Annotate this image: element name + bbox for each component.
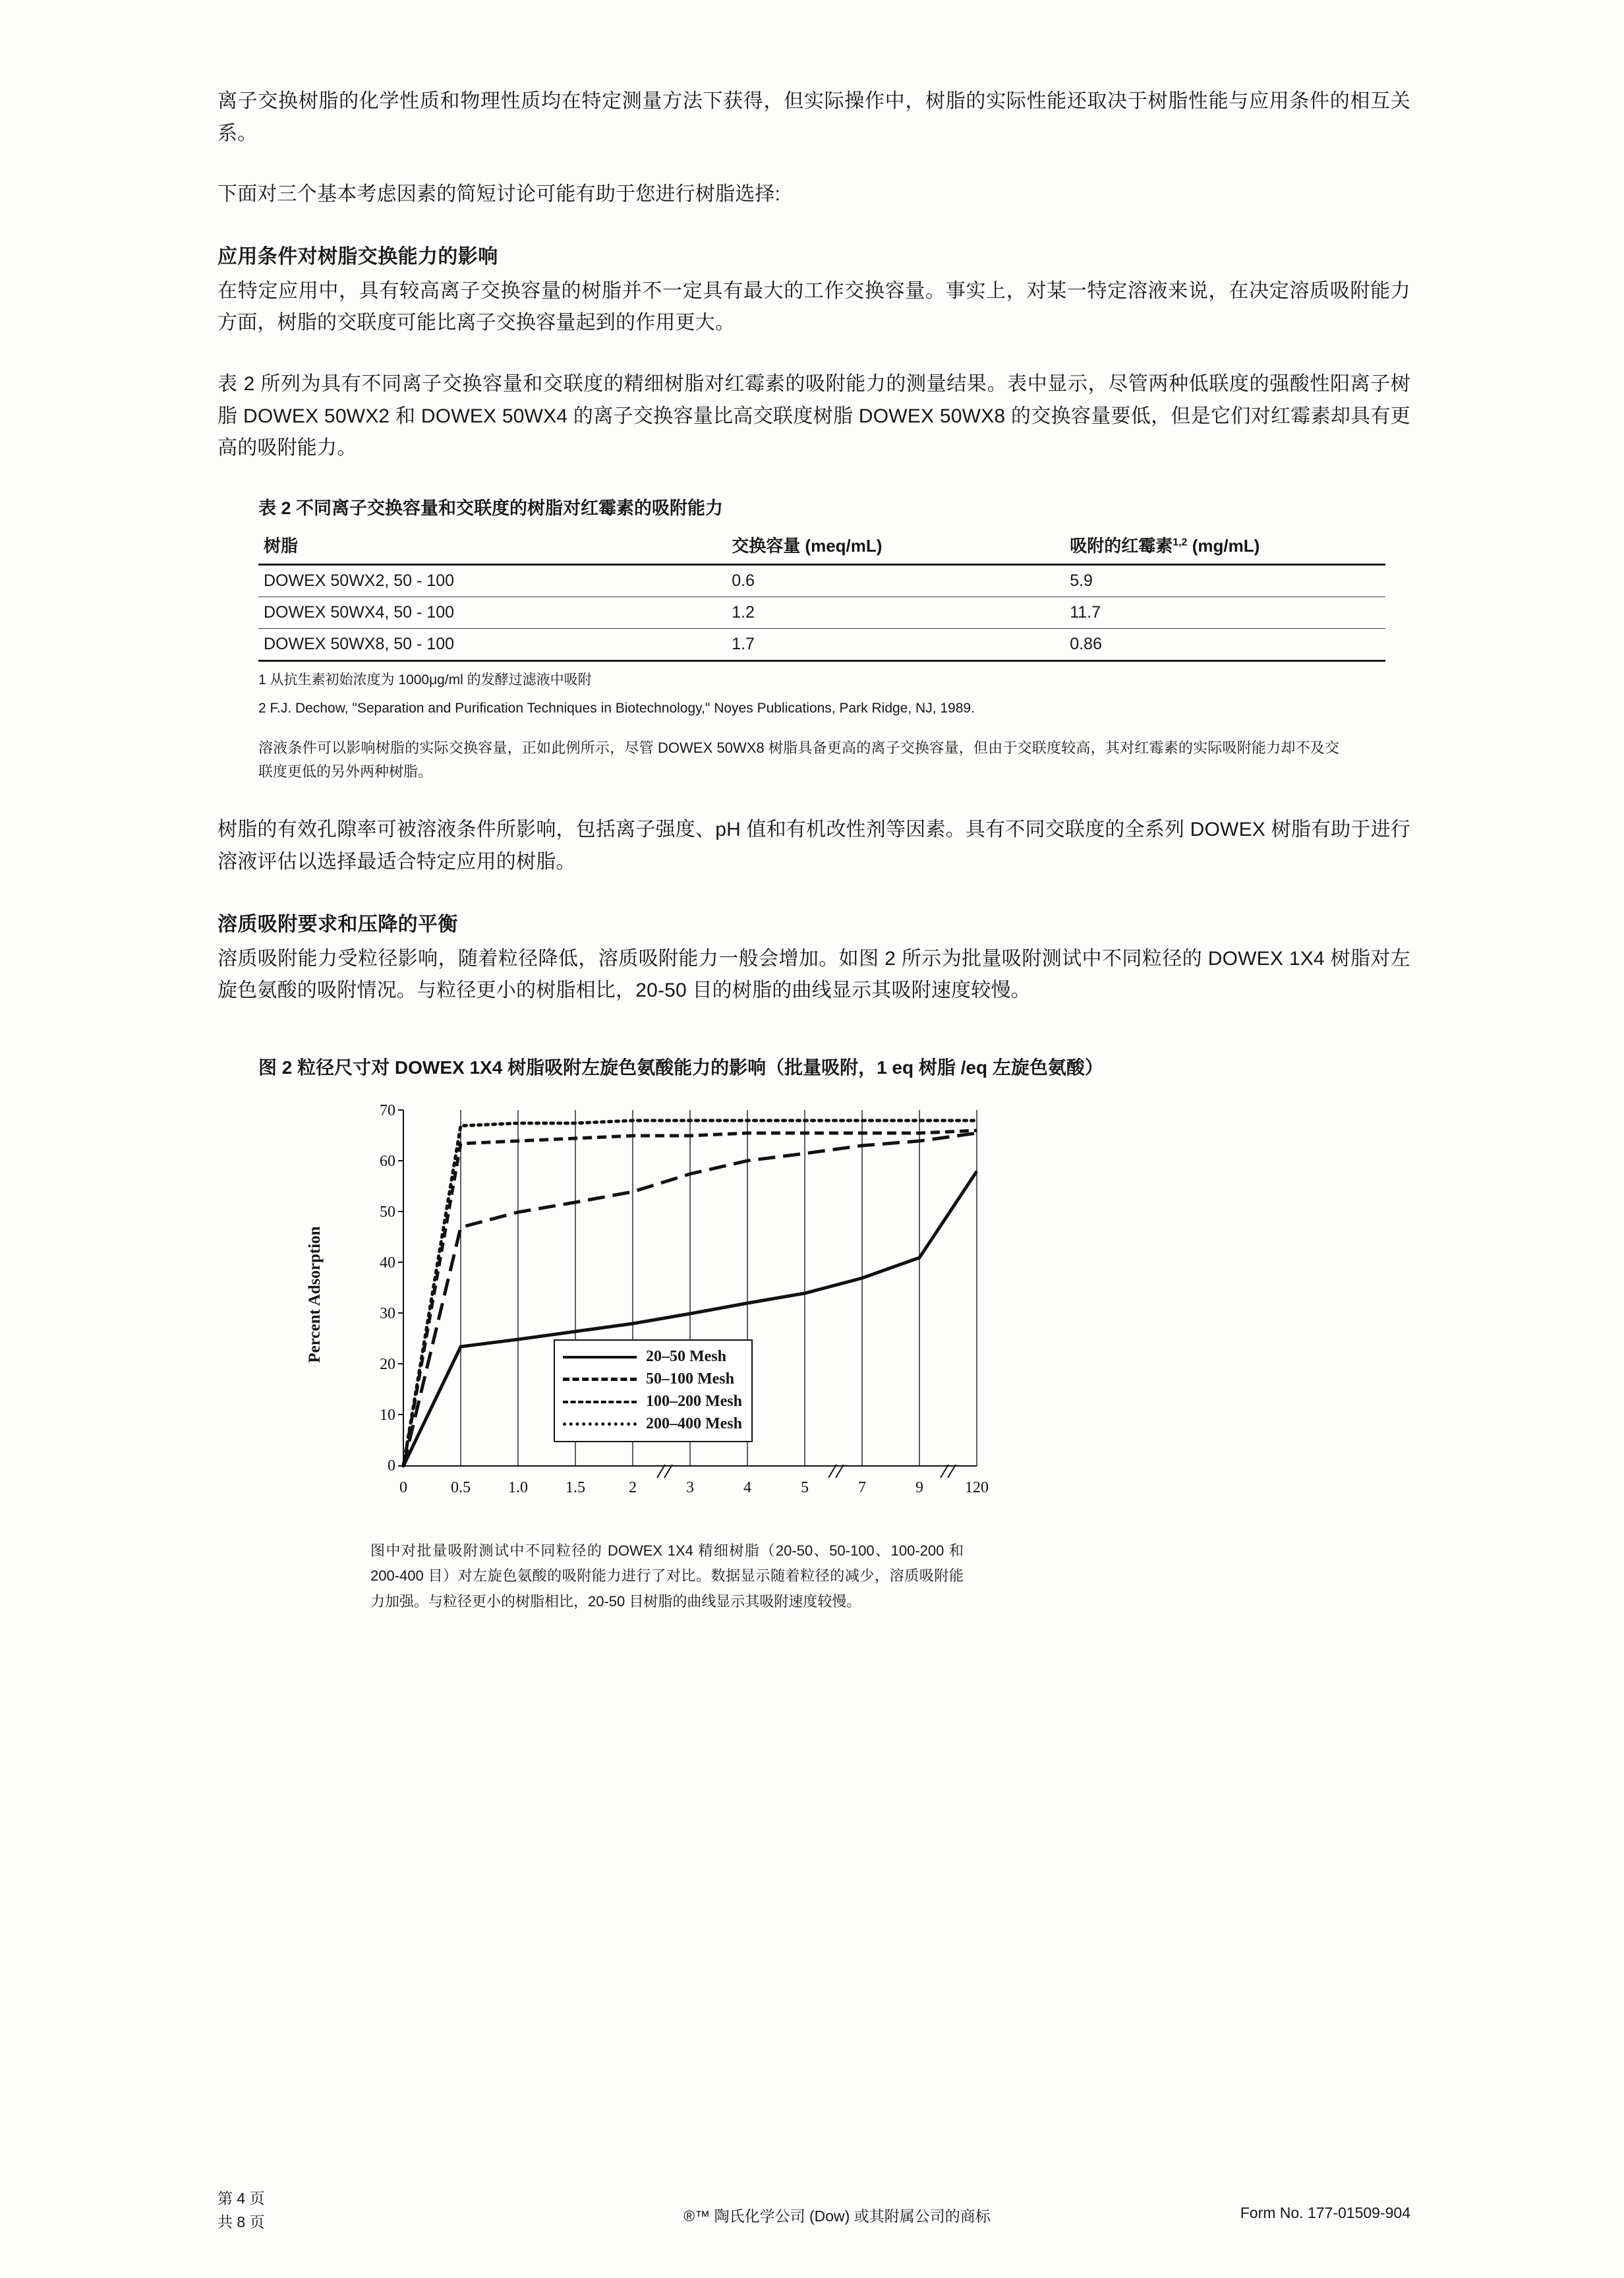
legend-item xyxy=(563,1368,742,1391)
table2-cell-adsorbed: 0.86 xyxy=(1070,628,1385,660)
table-row xyxy=(258,597,1385,628)
svg-text:5: 5 xyxy=(801,1478,809,1496)
section-heading-1: 应用条件对树脂交换能力的影响 xyxy=(218,245,498,268)
svg-text:120: 120 xyxy=(965,1478,989,1496)
table2-cell-adsorbed: 11.7 xyxy=(1070,597,1385,628)
table2-cell-adsorbed: 5.9 xyxy=(1070,564,1385,597)
table2-cell-capacity: 1.7 xyxy=(732,628,1070,660)
svg-text:0: 0 xyxy=(399,1478,407,1496)
svg-text:7: 7 xyxy=(858,1478,866,1496)
svg-text:1.5: 1.5 xyxy=(566,1478,585,1496)
table2-header-resin: 树脂 xyxy=(258,530,732,565)
legend-swatch-dashed xyxy=(563,1378,637,1381)
legend-label: 100–200 Mesh xyxy=(646,1393,742,1411)
table2-header-adsorbed-text: 吸附的红霉素 xyxy=(1070,535,1173,556)
svg-text:50: 50 xyxy=(380,1203,395,1221)
legend-swatch-dotted xyxy=(563,1422,637,1426)
figure2-note: 图中对批量吸附测试中不同粒径的 DOWEX 1X4 精细树脂（20-50、50-100、100-200 和 200-400 目）对左旋色氨酸的吸附能力进行了对比。数据显示随着粒径的减少，溶质吸附能力加强。与粒径更小的树脂相比，20-50 目树脂的曲线显示其吸附速度较慢。 xyxy=(370,1542,964,1610)
table2-cell-resin: DOWEX 50WX8, 50 - 100 xyxy=(258,628,732,660)
svg-text:40: 40 xyxy=(380,1254,395,1271)
legend-label: 20–50 Mesh xyxy=(646,1348,726,1366)
footer-page-numbers xyxy=(218,2187,265,2234)
legend-label: 50–100 Mesh xyxy=(646,1370,734,1388)
svg-text:3: 3 xyxy=(686,1478,694,1496)
table2-block xyxy=(258,494,1385,784)
footer-trademark: ®™ 陶氏化学公司 (Dow) 或其附属公司的商标 xyxy=(683,2207,991,2225)
table2-cell-resin: DOWEX 50WX4, 50 - 100 xyxy=(258,597,732,628)
table2-cell-capacity: 0.6 xyxy=(732,564,1070,597)
chart-y-axis-label: Percent Adsorption xyxy=(306,1226,324,1363)
table2-header-capacity: 交换容量 (meq/mL) xyxy=(732,530,1070,565)
footer-form-number: Form No. 177-01509-904 xyxy=(1240,2204,1410,2221)
table2 xyxy=(258,530,1385,662)
paragraph-2: 下面对三个基本考虑因素的简短讨论可能有助于您进行树脂选择: xyxy=(218,183,781,206)
table2-cell-resin: DOWEX 50WX2, 50 - 100 xyxy=(258,564,732,597)
footer-page-current: 第 4 页 xyxy=(218,2190,265,2207)
table2-header-adsorbed xyxy=(1070,530,1385,565)
section-heading-2: 溶质吸附要求和压降的平衡 xyxy=(218,913,458,935)
svg-text:30: 30 xyxy=(380,1304,395,1322)
table2-note: 溶液条件可以影响树脂的实际交换容量，正如此例所示，尽管 DOWEX 50WX8 树脂具备更高的离子交换容量，但由于交联度较高，其对红霉素的实际吸附能力却不及交联度更低的另外两种树脂。 xyxy=(258,739,1339,780)
legend-item xyxy=(563,1346,742,1368)
paragraph-6: 溶质吸附能力受粒径影响，随着粒径降低，溶质吸附能力一般会增加。如图 2 所示为批量吸附测试中不同粒径的 DOWEX 1X4 树脂对左旋色氨酸的吸附情况。与粒径更小的树脂相比，20-50 目的树脂的曲线显示其吸附速度较慢。 xyxy=(218,947,1410,1002)
table2-footnote-1: 1 从抗生素初始浓度为 1000μg/ml 的发酵过滤液中吸附 xyxy=(258,672,592,687)
table2-header-adsorbed-unit: (mg/mL) xyxy=(1192,535,1260,556)
svg-text:70: 70 xyxy=(380,1101,395,1119)
legend-swatch-solid xyxy=(563,1356,637,1358)
legend-item xyxy=(563,1413,742,1436)
chart-svg xyxy=(344,1097,1003,1519)
paragraph-4: 表 2 所列为具有不同离子交换容量和交联度的精细树脂对红霉素的吸附能力的测量结果。表中显示，尽管两种低联度的强酸性阳离子树脂 DOWEX 50WX2 和 DOWEX 50WX4 的离子交换容量比高交联度树脂 DOWEX 50WX8 的交换容量要低，但是它们对红霉素却具有更高的吸附能力。 xyxy=(218,372,1410,459)
chart-legend xyxy=(554,1339,753,1442)
svg-text:1.0: 1.0 xyxy=(508,1478,528,1496)
svg-text:20: 20 xyxy=(380,1355,395,1373)
table2-title: 表 2 不同离子交换容量和交联度的树脂对红霉素的吸附能力 xyxy=(258,498,724,518)
table2-footnote-2: 2 F.J. Dechow, "Separation and Purification Techniques in Biotechnology," Noyes Publications, Park Ridge, NJ, 1989. xyxy=(258,701,975,716)
svg-text:0: 0 xyxy=(388,1457,395,1475)
table2-cell-capacity: 1.2 xyxy=(732,597,1070,628)
legend-item xyxy=(563,1391,742,1413)
svg-text:60: 60 xyxy=(380,1152,395,1170)
svg-text:4: 4 xyxy=(743,1478,751,1496)
legend-swatch-dashed-fine xyxy=(563,1401,637,1403)
figure2-block xyxy=(258,1053,1405,1615)
svg-text:2: 2 xyxy=(629,1478,637,1496)
paragraph-5: 树脂的有效孔隙率可被溶液条件所影响，包括离子强度、pH 值和有机改性剂等因素。具有不同交联度的全系列 DOWEX 树脂有助于进行溶液评估以选择最适合特定应用的树脂。 xyxy=(218,819,1410,873)
table-row xyxy=(258,564,1385,597)
footer-page-total: 共 8 页 xyxy=(218,2213,265,2231)
table-row xyxy=(258,628,1385,660)
page-content xyxy=(218,86,1410,1614)
paragraph-3: 在特定应用中，具有较高离子交换容量的树脂并不一定具有最大的工作交换容量。事实上，对某一特定溶液来说，在决定溶质吸附能力方面，树脂的交联度可能比离子交换容量起到的作用更大。 xyxy=(218,279,1410,334)
figure2-chart xyxy=(306,1097,1003,1519)
svg-text:9: 9 xyxy=(915,1478,923,1496)
table2-header-row xyxy=(258,530,1385,565)
svg-text:0.5: 0.5 xyxy=(451,1478,471,1496)
table2-header-adsorbed-footnote-mark: 1,2 xyxy=(1173,537,1188,548)
paragraph-1: 离子交换树脂的化学性质和物理性质均在特定测量方法下获得，但实际操作中，树脂的实际性能还取决于树脂性能与应用条件的相互关系。 xyxy=(218,90,1410,144)
figure2-title: 图 2 粒径尺寸对 DOWEX 1X4 树脂吸附左旋色氨酸能力的影响（批量吸附，1 eq 树脂 /eq 左旋色氨酸） xyxy=(258,1057,1103,1078)
svg-text:10: 10 xyxy=(380,1406,395,1424)
legend-label: 200–400 Mesh xyxy=(646,1415,742,1433)
